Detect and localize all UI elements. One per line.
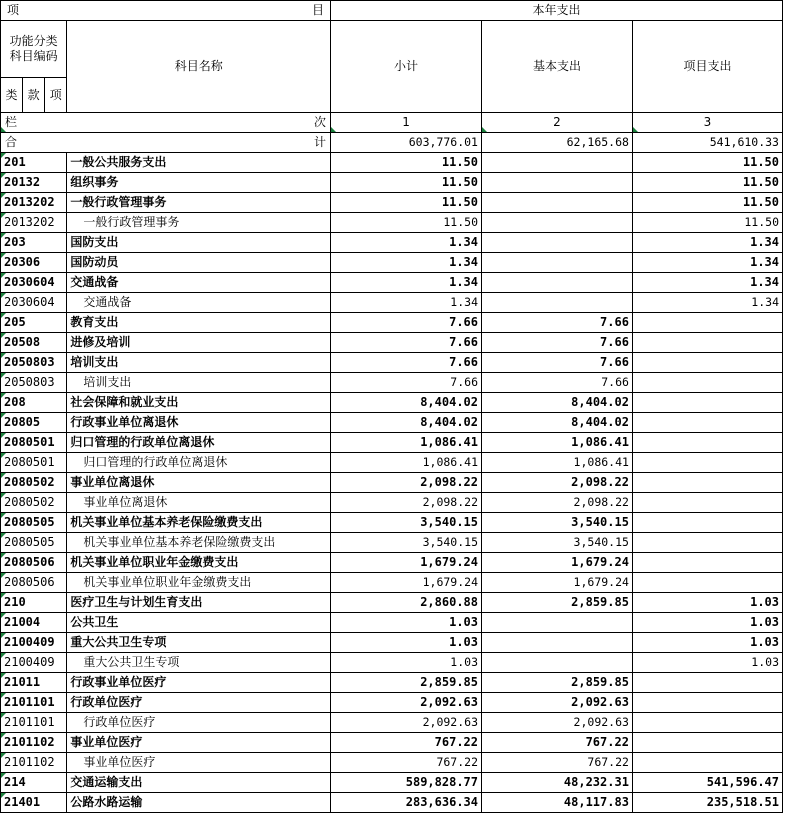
subtotal-cell: 11.50 [331,193,482,213]
project-cell: 1.34 [632,293,782,313]
subject-code-cell: 203 [1,233,67,253]
subject-name-cell: 一般行政管理事务 [67,193,331,213]
subject-name-cell: 归口管理的行政单位离退休 [67,453,331,473]
subtotal-cell: 767.22 [331,753,482,773]
subject-name-cell: 行政事业单位离退休 [67,413,331,433]
subject-code-cell: 2080506 [1,573,67,593]
subject-code-cell: 2100409 [1,653,67,673]
table-row [1,453,783,473]
table-row [1,473,783,493]
project-cell: 1.03 [632,613,782,633]
subject-code-cell: 2013202 [1,193,67,213]
subject-name-cell: 交通运输支出 [67,773,331,793]
subject-code-cell: 2080506 [1,553,67,573]
subject-name-cell: 机关事业单位基本养老保险缴费支出 [67,533,331,553]
subtotal-cell: 1,679.24 [331,573,482,593]
table-row [1,673,783,693]
subtotal-cell: 11.50 [331,153,482,173]
subtotal-cell: 2,092.63 [331,693,482,713]
project-cell [632,313,782,333]
subject-code-cell: 208 [1,393,67,413]
project-cell [632,733,782,753]
table-row [1,273,783,293]
subject-name-cell: 交通战备 [67,273,331,293]
basic-cell: 767.22 [482,733,633,753]
subject-name-cell: 国防动员 [67,253,331,273]
subject-code-cell: 2050803 [1,373,67,393]
header-item-cell [1,1,331,21]
subject-code-cell: 2030604 [1,273,67,293]
subtotal-cell: 1.34 [331,233,482,253]
subtotal-cell: 767.22 [331,733,482,753]
subject-code-cell: 21011 [1,673,67,693]
table-row [1,393,783,413]
ci-label: 次 [314,115,327,129]
project-cell: 1.34 [632,253,782,273]
table-row [1,373,783,393]
subtotal-cell: 3,540.15 [331,513,482,533]
total-label-cell [1,133,331,153]
subject-name-cell: 社会保障和就业支出 [67,393,331,413]
subject-name-cell: 国防支出 [67,233,331,253]
subject-name-cell: 事业单位离退休 [67,473,331,493]
project-cell [632,753,782,773]
subtotal-cell: 2,860.88 [331,593,482,613]
subject-code-cell: 2030604 [1,293,67,313]
project-cell: 1.34 [632,233,782,253]
project-cell: 11.50 [632,173,782,193]
subject-name-cell: 进修及培训 [67,333,331,353]
subtotal-cell: 2,098.22 [331,473,482,493]
subject-name-cell: 重大公共卫生专项 [67,633,331,653]
subject-name-cell: 事业单位医疗 [67,753,331,773]
column-index-row [1,113,783,133]
table-row [1,573,783,593]
basic-cell: 2,098.22 [482,493,633,513]
header-project: 项目支出 [632,21,782,113]
subtotal-cell: 7.66 [331,353,482,373]
table-row [1,353,783,373]
subject-code-cell: 2101102 [1,733,67,753]
basic-cell: 8,404.02 [482,413,633,433]
subtotal-cell: 2,098.22 [331,493,482,513]
basic-cell: 2,092.63 [482,693,633,713]
subject-code-cell: 214 [1,773,67,793]
table-row [1,493,783,513]
total-ji: 计 [314,135,327,149]
project-cell: 11.50 [632,153,782,173]
table-row [1,793,783,813]
basic-cell [482,633,633,653]
subtotal-cell: 589,828.77 [331,773,482,793]
project-cell [632,413,782,433]
table-row [1,713,783,733]
subtotal-cell: 11.50 [331,213,482,233]
basic-cell: 8,404.02 [482,393,633,413]
subtotal-cell: 8,404.02 [331,413,482,433]
subject-code-cell: 2101101 [1,713,67,733]
subtotal-cell: 2,859.85 [331,673,482,693]
basic-cell: 7.66 [482,373,633,393]
project-cell: 235,518.51 [632,793,782,813]
subject-name-cell: 行政单位医疗 [67,713,331,733]
subject-name-cell: 归口管理的行政单位离退休 [67,433,331,453]
subject-code-cell: 20508 [1,333,67,353]
project-cell: 1.03 [632,653,782,673]
basic-cell: 7.66 [482,333,633,353]
table-row [1,213,783,233]
col-index-2: 2 [482,113,633,133]
basic-cell [482,653,633,673]
table-row [1,773,783,793]
subtotal-cell: 283,636.34 [331,793,482,813]
total-row [1,133,783,153]
subject-code-cell: 2101101 [1,693,67,713]
col-index-3: 3 [632,113,782,133]
subject-code-cell: 2080501 [1,453,67,473]
table-row [1,173,783,193]
project-cell [632,573,782,593]
header-basic: 基本支出 [482,21,633,113]
total-he: 合 [5,135,18,149]
header-kuan: 款 [23,78,45,113]
project-cell [632,393,782,413]
project-cell [632,453,782,473]
basic-cell [482,213,633,233]
subject-code-cell: 2100409 [1,633,67,653]
project-cell [632,493,782,513]
header-subject-name: 科目名称 [67,21,331,113]
subtotal-cell: 7.66 [331,373,482,393]
table-row [1,153,783,173]
lan-label: 栏 [5,115,18,129]
col-index-1: 1 [331,113,482,133]
project-cell: 1.03 [632,593,782,613]
header-row-2 [1,21,783,78]
header-subtotal: 小计 [331,21,482,113]
subtotal-cell: 7.66 [331,333,482,353]
basic-cell [482,613,633,633]
total-subtotal: 603,776.01 [331,133,482,153]
table-row [1,313,783,333]
subtotal-cell: 1.34 [331,253,482,273]
subject-name-cell: 机关事业单位职业年金缴费支出 [67,553,331,573]
subtotal-cell: 8,404.02 [331,393,482,413]
table-row [1,633,783,653]
table-row [1,433,783,453]
project-cell: 11.50 [632,213,782,233]
subtotal-cell: 7.66 [331,313,482,333]
subject-code-cell: 2013202 [1,213,67,233]
table-row [1,593,783,613]
basic-cell [482,233,633,253]
header-lei: 类 [1,78,23,113]
project-cell [632,513,782,533]
subtotal-cell: 1,086.41 [331,433,482,453]
table-row [1,733,783,753]
basic-cell: 2,098.22 [482,473,633,493]
project-cell [632,673,782,693]
subject-code-cell: 201 [1,153,67,173]
subject-code-cell: 2080505 [1,533,67,553]
basic-cell: 2,092.63 [482,713,633,733]
project-cell [632,433,782,453]
project-cell [632,713,782,733]
project-cell [632,353,782,373]
total-basic: 62,165.68 [482,133,633,153]
project-cell [632,373,782,393]
header-year-expense: 本年支出 [331,1,783,21]
subject-code-cell: 20306 [1,253,67,273]
subject-code-cell: 2080502 [1,473,67,493]
subtotal-cell: 1.34 [331,273,482,293]
subtotal-cell: 1.03 [331,653,482,673]
project-cell [632,473,782,493]
subtotal-cell: 1.03 [331,613,482,633]
basic-cell: 2,859.85 [482,593,633,613]
table-row [1,193,783,213]
project-cell: 11.50 [632,193,782,213]
subject-code-cell: 210 [1,593,67,613]
table-row [1,253,783,273]
table-row [1,553,783,573]
basic-cell: 1,679.24 [482,553,633,573]
subject-name-cell: 行政单位医疗 [67,693,331,713]
table-row [1,613,783,633]
header-xiang: 项 [45,78,67,113]
subject-code-cell: 205 [1,313,67,333]
header-row-1 [1,1,783,21]
header-xiang-left: 项 [7,3,20,17]
basic-cell [482,293,633,313]
basic-cell [482,253,633,273]
subject-code-cell: 2050803 [1,353,67,373]
basic-cell [482,193,633,213]
subject-name-cell: 培训支出 [67,353,331,373]
subject-code-cell: 21401 [1,793,67,813]
subtotal-cell: 3,540.15 [331,533,482,553]
basic-cell: 2,859.85 [482,673,633,693]
subtotal-cell: 1.03 [331,633,482,653]
basic-cell: 3,540.15 [482,533,633,553]
subtotal-cell: 2,092.63 [331,713,482,733]
subject-name-cell: 医疗卫生与计划生育支出 [67,593,331,613]
table-row [1,653,783,673]
subject-code-cell: 2080502 [1,493,67,513]
basic-cell: 1,086.41 [482,433,633,453]
project-cell [632,533,782,553]
project-cell [632,553,782,573]
table-row [1,693,783,713]
subtotal-cell: 11.50 [331,173,482,193]
project-cell [632,693,782,713]
basic-cell [482,153,633,173]
project-cell: 1.34 [632,273,782,293]
subject-name-cell: 公共卫生 [67,613,331,633]
table-row [1,293,783,313]
subject-code-cell: 2101102 [1,753,67,773]
subject-code-cell: 20132 [1,173,67,193]
subject-name-cell: 教育支出 [67,313,331,333]
table-row [1,333,783,353]
basic-cell: 1,086.41 [482,453,633,473]
table-row [1,233,783,253]
subject-name-cell: 交通战备 [67,293,331,313]
basic-cell: 7.66 [482,313,633,333]
project-cell: 541,596.47 [632,773,782,793]
total-project: 541,610.33 [632,133,782,153]
subject-name-cell: 行政事业单位医疗 [67,673,331,693]
subtotal-cell: 1,086.41 [331,453,482,473]
table-row [1,413,783,433]
basic-cell [482,173,633,193]
basic-cell: 3,540.15 [482,513,633,533]
subject-code-cell: 21004 [1,613,67,633]
basic-cell: 1,679.24 [482,573,633,593]
basic-cell: 767.22 [482,753,633,773]
subject-name-cell: 事业单位医疗 [67,733,331,753]
subject-name-cell: 公路水路运输 [67,793,331,813]
project-cell: 1.03 [632,633,782,653]
basic-cell: 48,232.31 [482,773,633,793]
subject-name-cell: 事业单位离退休 [67,493,331,513]
basic-cell: 7.66 [482,353,633,373]
table-row [1,513,783,533]
subject-name-cell: 一般公共服务支出 [67,153,331,173]
header-func-code: 功能分类 科目编码 [1,21,67,78]
subject-name-cell: 一般行政管理事务 [67,213,331,233]
subject-code-cell: 2080505 [1,513,67,533]
subtotal-cell: 1.34 [331,293,482,313]
table-row [1,753,783,773]
subtotal-cell: 1,679.24 [331,553,482,573]
lan-ci-cell [1,113,331,133]
subject-name-cell: 机关事业单位职业年金缴费支出 [67,573,331,593]
project-cell [632,333,782,353]
table-row [1,533,783,553]
subject-code-cell: 20805 [1,413,67,433]
subject-name-cell: 重大公共卫生专项 [67,653,331,673]
header-xiang-right: 目 [312,3,325,17]
subject-name-cell: 机关事业单位基本养老保险缴费支出 [67,513,331,533]
subject-name-cell: 培训支出 [67,373,331,393]
subject-name-cell: 组织事务 [67,173,331,193]
basic-cell [482,273,633,293]
basic-cell: 48,117.83 [482,793,633,813]
subject-code-cell: 2080501 [1,433,67,453]
